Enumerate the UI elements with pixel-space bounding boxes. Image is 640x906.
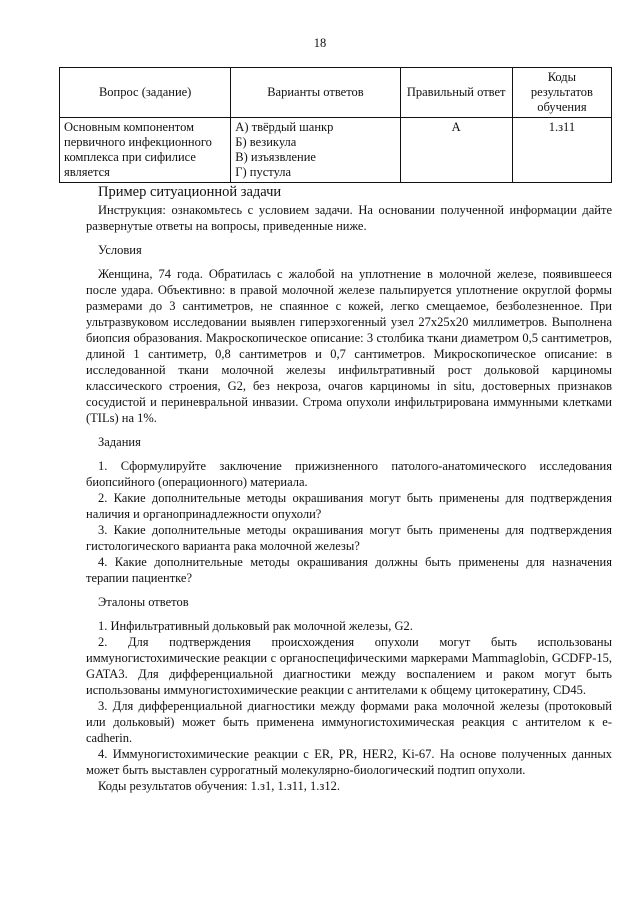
task-item: 4. Какие дополнительные методы окрашивания должны быть применены для назначения терапии пациентке? xyxy=(86,555,612,585)
option-a: А) твёрдый шанкр xyxy=(235,120,334,134)
page-number: 18 xyxy=(313,36,327,50)
conditions-text: Женщина, 74 года. Обратилась с жалобой на уплотнение в молочной железе, появившееся после удара. Объективно: в правой молочной железе пальпируется уплотнение округлой формы размерами до 3 сантиметров, не спаянное с кожей, легко смещаемое, безболезненное. При ультразвуковом исследовании выявлен гиперэхогенный узел 27х25х20 миллиметров. Выполнена биопсия образования. Макроскопическое описание: 3 столбика ткани диаметром 0,5 сантиметров, длиной 1 сантиметр, 0,8 сантиметров и 0,7 сантиметров. Микроскопическое описание: в исследованной ткани молочной железы инфильтративный рост дольковой карциномы классического строения, G2, без некроза, очагов карциномы in situ, достоверных признаков сосудистой и периневральной инвазии. Строма опухоли инфильтрирована иммунными клетками (TILs) на 1%. xyxy=(86,267,612,425)
question-table xyxy=(59,67,612,183)
answer-item: 2. Для подтверждения происхождения опухоли могут быть использованы иммуногистохимические реакции с органоспецифическими маркерами Mammaglobin, GCDFP-15, GATA3. Для дифференциальной диагностики между воспалением и раком могут быть использованы иммуногистохимические реакции с антителами к общему цитокератину, CD45. xyxy=(86,635,612,697)
instruction-text: Инструкция: ознакомьтесь с условием задачи. На основании полученной информации дайте развернутые ответы на вопросы, приведенные ниже. xyxy=(86,203,612,233)
answer-item: 1. Инфильтративный дольковый рак молочной железы, G2. xyxy=(98,619,413,633)
header-options: Варианты ответов xyxy=(231,68,400,118)
answer-item: 3. Для дифференциальной диагностики между формами рака молочной железы (протоковый или дольковый) может быть применена иммуногистохимическая реакция с антителом к e-cadherin. xyxy=(86,699,612,745)
code-cell: 1.з11 xyxy=(512,118,611,183)
header-question: Вопрос (задание) xyxy=(60,68,231,118)
options-cell xyxy=(231,118,400,183)
task-item: 1. Сформулируйте заключение прижизненного патолого-анатомического исследования биопсийного (операционного) материала. xyxy=(86,459,612,489)
tasks-title: Задания xyxy=(98,435,141,449)
answer-item: 4. Иммуногистохимические реакции с ER, PR, HER2, Ki-67. На основе полученных данных может быть выставлен суррогатный молекулярно-биологический подтип опухоли. xyxy=(86,747,612,777)
correct-answer-cell: А xyxy=(400,118,512,183)
answers-title: Эталоны ответов xyxy=(98,595,189,609)
header-codes: Коды результатов обучения xyxy=(512,68,611,118)
option-b: Б) везикула xyxy=(235,135,297,149)
conditions-title: Условия xyxy=(98,243,142,257)
task-item: 2. Какие дополнительные методы окрашивания могут быть применены для подтверждения наличия и органопринадлежности опухоли? xyxy=(86,491,612,521)
section-title: Пример ситуационной задачи xyxy=(98,184,282,200)
header-correct: Правильный ответ xyxy=(400,68,512,118)
option-d: Г) пустула xyxy=(235,165,292,179)
table-header-row xyxy=(60,68,612,118)
codes-line: Коды результатов обучения: 1.з1, 1.з11, 1.з12. xyxy=(98,779,340,793)
option-c: В) изъязвление xyxy=(235,150,316,164)
task-item: 3. Какие дополнительные методы окрашивания могут быть применены для подтверждения гистологического варианта рака молочной железы? xyxy=(86,523,612,553)
situational-task xyxy=(86,184,612,794)
question-cell: Основным компонентом первичного инфекционного комплекса при сифилисе является xyxy=(60,118,231,183)
table-row xyxy=(60,118,612,183)
